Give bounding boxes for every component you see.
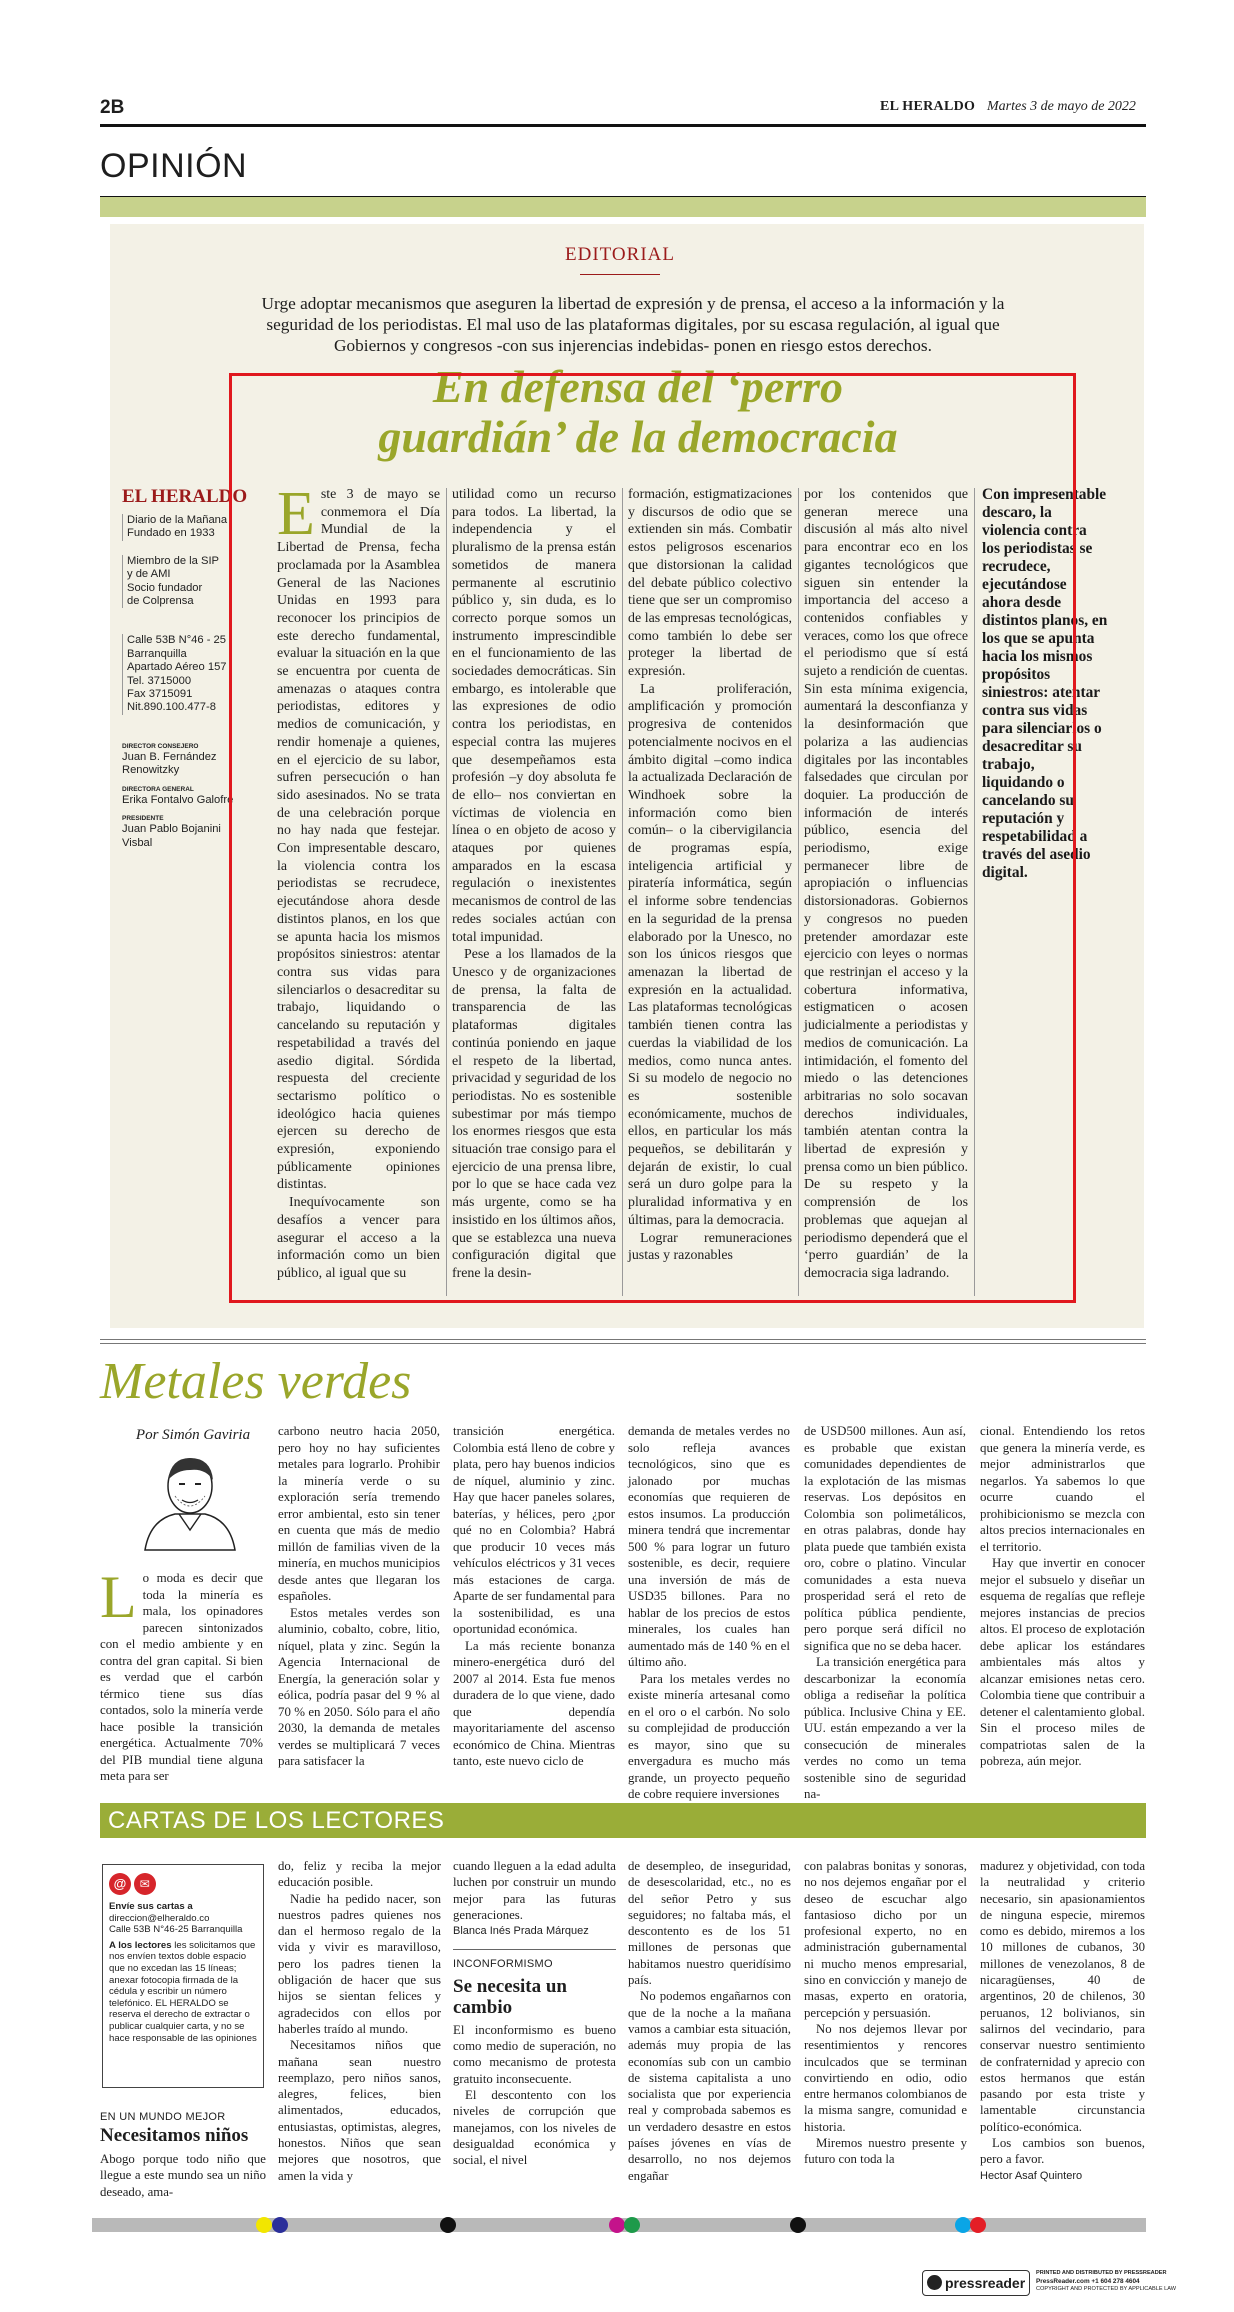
presidente: Juan Pablo Bojanini Visbal — [122, 823, 221, 849]
director-consejero: Juan B. Fernández Renowitzky — [122, 750, 217, 777]
pressreader-site[interactable]: PressReader.com +1 604 278 4604 — [1036, 2278, 1140, 2285]
column-text-1 — [100, 1564, 263, 1790]
letters-column-5 — [804, 1858, 967, 2204]
newspaper-name: EL HERALDO — [880, 99, 976, 114]
letters-column-3 — [453, 1858, 616, 2204]
letter-text: do, feliz y reciba la mejor educación posible. — [278, 1859, 441, 1890]
copyright: COPYRIGHT AND PROTECTED BY APPLICABLE LAW — [1036, 2286, 1177, 2292]
letter-text: madurez y objetividad, con toda la neutralidad y criterio necesario, sin apasionamientos de ninguna especie, miremos como es debido, miremos a los 10 millones de cubanos, 30 millones de venezolanos, 8 de nicaragüenses, 40 de argentinos, 20 de chilenos, 30 peruanos, 12 bolivianos, sin salirnos del vecindario, para conservar nuestro sentimiento de confraternidad y aprecio con estos hermanos que están pasando por esta triste y lamentable circunstancia político-económica. — [980, 1859, 1145, 2134]
letter-text: de desempleo, de inseguridad, de desescolaridad, etc., no es del señor Petro y sus seguidores; no faltaba más, el descontento es de los 51 millones de personas que habitamos nuestro queridísimo país. — [628, 1859, 791, 1988]
column-text: La transición energética para descarbonizar la economía obliga a rediseñar la política pública. Inclusive China y EE. UU. están empezando a ver la consecución de minerales verdes no como un tema sostenible sino de seguridad na- — [804, 1655, 966, 1801]
registration-dot-green — [624, 2217, 640, 2233]
directora-general: Erika Fontalvo Galofre — [122, 793, 234, 806]
editorial-text: utilidad como un recurso para todos. La libertad, la independencia y el pluralismo de la prensa están sometidos de manera permanente al escrutinio público y, sin duda, es lo correcto porque somos un instrumento imprescindible en el funcionamiento de las sociedades democráticas. Sin embargo, es intolerable que las expresiones de odio contra los periodistas, en especial contra las mujeres que desempeñamos esta profesión –y doy absoluta fe de ello– nos conviertan en víctimas de violencia en línea o en objeto de acoso y ataques por quienes amparados en la escasa regulación o inexistentes mecanismos de control de las redes sociales actúan con total impunidad. — [452, 487, 616, 945]
column-text-4 — [628, 1423, 790, 1801]
page-number: 2B — [100, 97, 125, 118]
letter1-title: Necesitamos niños — [100, 2125, 249, 2146]
letters-instructions — [109, 1940, 257, 2044]
editorial-text: por los contenidos que generan merece una discusión al más alto nivel para encontrar eco en los gigantes tecnológicos que siguen sin entender la importancia del acceso a contenidos confiables y veraces, como los que ofrece el periodismo que sí está sujeto a rendición de cuentas. Sin esta mínima exigencia, aumentará la desconfianza y la desinformación que polariza a las audiencias digitales por las incontables falsedades que circulan por doquier. La producción de información de interés público, esencia del periodismo, exige permanecer libre de apropiación o influencias distorsionadoras. Gobiernos y congresos no pueden pretender amordazar este ejercicio con leyes o normas que restrinjan el acceso y la cobertura informativa, estigmaticen o acosen judicialmente a periodistas y medios de comunicación. La intimidación, el fomento del miedo o las detenciones arbitrarias no solo socavan derechos individuales, también atentan contra la libertad de expresión y prensa como un bien público. De su respeto y la comprensión de los problemas que aquejan al periodismo dependerá que el ‘perro guardián’ de la democracia siga ladrando. — [804, 487, 968, 1281]
letter-text: Abogo porque todo niño que llegue a este mundo sea un niño deseado, ama- — [100, 2152, 266, 2199]
letters-instructions-text: les solicitamos que nos envíen textos doble espacio que no excedan las 15 líneas; anexar fotocopia firmada de la cédula y escribir un número telefónico. EL HERALDO se reserva el derecho de extractar o publicar cualquier carta, y no se hace responsable de las opiniones — [109, 1939, 257, 2044]
column-text: demanda de metales verdes no solo refleja avances tecnológicos, sino que es jalonado por muchas economías que requieren de estos insumos. La producción minera tendrá que incrementar 500 % para lograr un futuro sostenible, es decir, requiere una inversión de más de USD35 billones. Para no hablar de los precios de estos minerales, los cuales han aumentado más de 140 % en el último año. — [628, 1424, 790, 1669]
column-byline: Por Simón Gaviria — [135, 1427, 251, 1443]
letter-text: No nos dejemos llevar por resentimientos y rencores inculcados que se terminan convirtiendo en odio, odio entre hermanos colombianos de la misma sangre, comunidad e historia. — [804, 2021, 967, 2134]
column-text-5 — [804, 1423, 966, 1801]
letter1-kicker: EN UN MUNDO MEJOR — [100, 2111, 226, 2123]
editorial-dropcap: E — [277, 480, 315, 548]
letters-email[interactable]: direccion@elheraldo.co — [109, 1912, 210, 1924]
letter-text: con palabras bonitas y sonoras, no nos dejemos engañar por el deseo de escuchar algo fantasioso dicho por un profesional experto, no en administración gubernamental ni mucho menos empresarial, sino en convicción y manejo de masas, experto en oratoria, percepción y persuasión. — [804, 1859, 967, 2020]
directora-general-label: DIRECTORA GENERAL — [122, 785, 194, 793]
registration-dot-yellow — [256, 2217, 272, 2233]
column-text: de USD500 millones. Aun así, es probable que existan comunidades dependientes de la explotación de las mismas reservas. Los depósitos en Colombia son polimetálicos, en otras palabras, donde hay plata puede que también exista oro, cobre o platino. Vincular comunidades a esta nueva prosperidad será el reto de política pública pendiente, pero porque será difícil no significa que no se deba hacer. — [804, 1424, 966, 1653]
issue-date: Martes 3 de mayo de 2022 — [987, 99, 1136, 114]
pressreader-logo — [922, 2270, 1030, 2296]
masthead-memberships: Miembro de la SIP y de AMI Socio fundador de Colprensa — [122, 555, 250, 609]
letter-text: Nadie ha pedido nacer, son nuestros padres quienes nos dan el hermoso regalo de la vida y vivir es maravilloso, pero los padres tienen la obligación de hacer que sus hijos se sientan felices y agradecidos con ellos por haberles traído al mundo. — [278, 1891, 441, 2036]
printed-by: PRINTED AND DISTRIBUTED BY PRESSREADER — [1036, 2270, 1167, 2276]
editorial-text: ste 3 de mayo se conmemora el Día Mundial de la Libertad de Prensa, fecha proclamada por la Asamblea General de las Naciones Unidas en 1993 para reconocer los principios de este derecho fundamental, evaluar la situación en la que se encuentra por cuenta de amenazas o ataques contra periodistas, editores y medios de comunicación, y rendir homenaje a quienes, en el ejercicio de su labor, sufren persecución o han sido asesinados. No se trata de una celebración porque no hay nada que festejar. Con impresentable descaro, la violencia contra los periodistas se recrudece, ejecutándose ahora desde distintos planos, en los que se apunta hacia los mismos propósitos siniestros: atentar contra sus vidas para silenciarlos o desacreditar su trabajo, liquidando o cancelando su reputación y respetabilidad a través del asedio digital. Sórdida respuesta del creciente sectarismo político o ideológico hacia quienes ejercen su derecho de expresión, exponiendo públicamente opiniones distintas. — [277, 487, 440, 1193]
column-text: La más reciente bonanza minero-energética duró del 2007 al 2014. Esta fue menos duradera de lo que viene, dado que dependía mayoritariamente del ascenso económico de China. Mientras tanto, este nuevo ciclo de — [453, 1638, 615, 1768]
section-separator — [100, 1339, 1146, 1340]
letter2-kicker: INCONFORMISMO — [453, 1958, 553, 1971]
pressreader-brand: pressreader — [945, 2275, 1026, 2291]
author-portrait — [135, 1450, 245, 1550]
selection-frame — [229, 373, 1076, 1303]
editorial-text: formación, estigmatizaciones y discursos de odio que se extienden sin más. Combatir estos peligrosos escenarios que distorsionan la calidad del debate público colectivo tiene que ser un compromiso de las empresas tecnológicas, como también lo debe ser proteger la libertad de expresión. — [628, 487, 792, 680]
masthead-name: EL HERALDO — [122, 486, 248, 507]
column-text: transición energética. Colombia está lleno de cobre y plata, pero hay buenos indicios de níquel, aluminio y zinc. Hay que hacer paneles solares, baterías, y hélices, pero ¿por qué no en Colombia? Habrá que producir 10 veces más vehículos eléctricos y 31 veces más estaciones de carga. Aparte de ser fundamental para la sostenibilidad, es una oportunidad económica. — [453, 1424, 615, 1636]
green-band — [100, 197, 1146, 217]
registration-dot-cyan — [955, 2217, 971, 2233]
cartas-banner — [100, 1803, 1146, 1838]
letter-text: cuando lleguen a la edad adulta luchen por construir un mundo mejor para las futuras generaciones. — [453, 1859, 616, 1922]
masthead-address: Calle 53B N°46 - 25 Barranquilla Apartado Aéreo 157 Tel. 3715000 Fax 3715091 Nit.890.100.477-8 — [122, 634, 250, 714]
registration-dot-magenta — [609, 2217, 625, 2233]
column-text: o moda es decir que toda la minería es mala, los opinadores parecen sintonizados con el medio ambiente y en contra del gran capital. Si bien es verdad que el carbón térmico tiene sus días contados, solo la minería verde hace posible la transición energética. Actualmente 70% del PIB mundial tiene alguna meta para ser — [100, 1571, 263, 1783]
letter-text: El descontento con los niveles de corrupción que manejamos, con los niveles de desigualdad económica y social, el nivel — [453, 2087, 616, 2168]
column-title: Metales verdes — [100, 1353, 412, 1410]
editorial-deck: Urge adoptar mecanismos que aseguren la libertad de expresión y de prensa, el acceso a la información y la seguridad de los periodistas. El mal uso de las plataformas digitales, por su escasa regulación, al igual que Gobiernos y congresos -con sus injerencias indebidas- ponen en riesgo estos derechos. — [261, 294, 1005, 355]
registration-dot-black — [440, 2217, 456, 2233]
cartas-banner-text: CARTAS DE LOS LECTORES — [108, 1807, 445, 1834]
editorial-text: Pese a los llamados de la Unesco y de organizaciones de prensa, la falta de transparencia de las plataformas digitales continúa poniendo en jaque el respeto de la libertad, privacidad y seguridad de los periodistas. No es sostenible subestimar por más tiempo los enormes riesgos que esta situación trae consigo para el ejercicio de una prensa libre, por lo que se hace cada vez más urgente, como se ha insistido en los últimos años, que se establezca una nueva configuración digital que frene la desin- — [452, 947, 616, 1281]
letter-text: Miremos nuestro presente y futuro con toda la — [804, 2136, 967, 2167]
letter-text: No podemos engañarnos con que de la noche a la mañana vamos a cambiar esta situación, además muy propia de las economías sub con un cambio de sistema capitalista a uno socialista que por experiencia real y comprobada sabemos es un verdadero desastre en estos países jóvenes en vías de desarrollo, no nos dejemos engañar — [628, 1989, 791, 2183]
letter2-title: Se necesita un cambio — [453, 1975, 567, 2018]
letter-text: Necesitamos niños que mañana sean nuestro reemplazo, pero niños sanos, alegres, felices, bien alimentados, educados, entusiastas, optimistas, alegres, honestos. Niños que sean mejores que nosotros, que amen la vida y — [278, 2038, 441, 2183]
column-text: cional. Entendiendo los retos que genera la minería verde, es mejor administrarlos que negarlos. Ya sabemos lo que ocurre cuando el prohibicionismo se mezcla con altos precios internacionales en el territorio. — [980, 1424, 1145, 1554]
editorial-kicker: EDITORIAL — [565, 244, 675, 265]
column-text: carbono neutro hacia 2050, pero hoy no hay suficientes metales para lograrlo. Prohibir la minería verde o su exploración sería tremendo error ambiental, esto sin tener en cuenta que más de medio millón de familias viven de la minería, en muchos municipios desde antes que llegaran los españoles. — [278, 1424, 440, 1603]
header-rule — [100, 124, 1146, 127]
registration-dot-blue — [272, 2217, 288, 2233]
letter-divider — [453, 1949, 616, 1950]
column-dropcap: L — [100, 1564, 137, 1630]
letter-signature: Hector Asaf Quintero — [980, 2169, 1083, 2182]
editorial-text: Inequívocamente son desafíos a vencer para asegurar el acceso a la información como un bien público, al igual que su — [277, 1195, 440, 1281]
headline-line-1: En defensa del ‘perro — [432, 361, 844, 412]
letters-info-title: Envíe sus cartas a — [109, 1901, 193, 1912]
section-separator — [100, 1343, 1146, 1344]
column-text: Estos metales verdes son aluminio, cobalto, cobre, litio, níquel, plata y zinc. Según la Agencia Internacional de Energía, la generación solar y eólica, podría pasar del 9 % al 70 % en 2050. Sólo para el año 2030, la demanda de metales verdes se multiplicará 7 veces para satisfacer la — [278, 1605, 440, 1768]
column-text-3 — [453, 1423, 615, 1791]
letters-column-6 — [980, 1858, 1145, 2204]
presidente-label: PRESIDENTE — [122, 815, 164, 823]
letters-column-2 — [278, 1858, 441, 2204]
column-text: Hay que invertir en conocer mejor el subsuelo y diseñar un esquema de regalías que refleje mejores instancias de precios altos. El proceso de explotación debe aplicar los estándares ambientales más altos y alcanzar emisiones netas cero. Colombia tiene que contribuir a detener el calentamiento global. Sin el proceso miles de compatriotas salen de la pobreza, aún mejor. — [980, 1556, 1145, 1768]
mail-icon: ✉ — [134, 1873, 156, 1895]
section-title: OPINIÓN — [100, 147, 248, 185]
editorial-text: La proliferación, amplificación y promoción progresiva de contenidos potencialmente nocivos en el ámbito digital –como indica la actualizada Declaración de Windhoek sobre la información como bien común– o la cibervigilancia de programas espía, inteligencia artificial y piratería informática, según el informe sobre tendencias en la seguridad de la prensa elaborado por la Unesco, no son los únicos riesgos que amenazan la libertad de expresión en la actualidad. Las plataformas tecnológicas también tienen contra las cuerdas la viabilidad de los medios, como nunca antes. Si su modelo de negocio no es sostenible económicamente, muchos de ellos, en particular los más pequeños, se debilitarán y dejarán de existir, lo cual será un duro golpe para la pluralidad informativa y en últimas, para la democracia. — [628, 681, 792, 1228]
masthead-founded: Diario de la Mañana Fundado en 1933 — [122, 514, 250, 541]
letter-signature: Blanca Inés Prada Márquez — [453, 1925, 589, 1938]
headline-line-2: guardián’ de la democracia — [378, 411, 898, 462]
kicker-rule — [580, 274, 660, 275]
pressreader-icon — [927, 2275, 942, 2290]
director-consejero-label: DIRECTOR CONSEJERO — [122, 742, 199, 750]
letters-instructions-bold: A los lectores — [109, 1939, 172, 1951]
column-text-2 — [278, 1423, 440, 1791]
letters-info-box — [102, 1864, 264, 2088]
letters-address: Calle 53B N°46-25 Barranquilla — [109, 1924, 243, 1936]
pressreader-credits — [1036, 2270, 1177, 2293]
pullquote: Con impresentable descaro, la violencia contra los periodistas se recrudece, ejecutándose ahora desde distintos planos, en los que se apunta hacia los mismos propósitos siniestros: atentar contra sus vidas para silenciarlos o desacreditar su trabajo, liquidando o cancelando su reputación y respetabilidad a través del asedio digital. — [982, 486, 1108, 881]
letters-column-1 — [100, 2151, 266, 2203]
column-text-6 — [980, 1423, 1145, 1791]
registration-dot-black — [790, 2217, 806, 2233]
column-text: Para los metales verdes no existe minería artesanal como en el oro o el carbón. No solo su complejidad de producción es mayor, sino que su envergadura es mucho más grande, un proyecto pequeño de cobre requiere inversiones — [628, 1671, 790, 1801]
editorial-text: Lograr remuneraciones justas y razonables — [628, 1230, 792, 1264]
at-icon: @ — [109, 1873, 131, 1895]
letters-column-4 — [628, 1858, 791, 2204]
letter-text: El inconformismo es bueno como medio de superación, no como mecanismo de protesta gratuito inconsecuente. — [453, 2022, 616, 2086]
letter-text: Los cambios son buenos, pero a favor. — [980, 2136, 1145, 2167]
registration-dot-red — [970, 2217, 986, 2233]
letters-icons — [109, 1873, 257, 1899]
